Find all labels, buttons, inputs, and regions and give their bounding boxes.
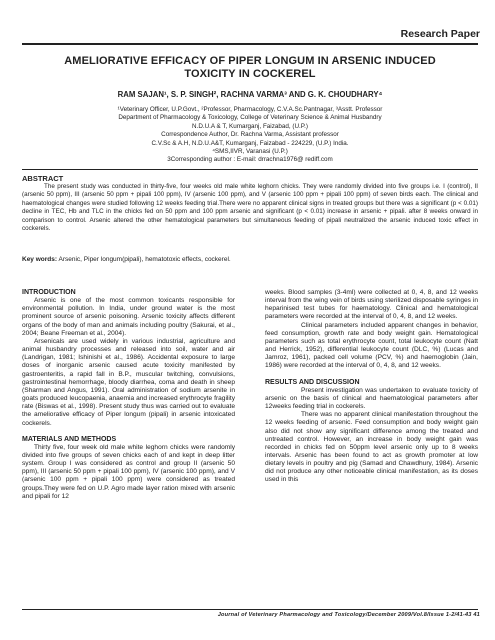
top-rule: [22, 43, 478, 45]
abstract-rule: [22, 169, 478, 170]
paper-title: [30, 55, 470, 81]
journal-footer: Journal of Veterinary Pharmacology and Toxicology/December 2009/Vol.8/Issue 1-2/41-43 41: [217, 612, 480, 618]
results-heading: RESULTS AND DISCUSSION: [265, 378, 360, 386]
title-line-1: AMELIORATIVE EFFICACY OF PIPER LONGUM IN ARSENIC INDUCED: [64, 55, 436, 67]
methods-paragraph-1: Thirty five, four week old male white leghorn chicks were randomly divided into five groups of seven chicks each of and kept in deep litter system. Group I was considered as control and group II (arsenic 50 ppm), III (arsenic 50 ppm + pipali 100 ppm), IV (arsenic 100 ppm), and V (arsenic 100 ppm + pipali 100 ppm) were considered as treated groups.They were fed on U.P. Agro made layer ration mixed with arsenic and pipali for 12: [22, 443, 235, 500]
methods-paragraph-2: weeks. Blood samples (3-4ml) were collected at 0, 4, 8, and 12 weeks interval from the wing vein of birds using sterilized disposable syringes in heparinised test tubes for haematology. Clinical and hematological parameters were recorded at the interval of 0, 4, 8, and 12 weeks.: [265, 289, 478, 321]
affiliation-line: ⁴SMS,IIVR, Varanasi (U.P.): [212, 148, 288, 156]
footer-rule: [22, 609, 478, 610]
results-paragraph-1: Present investigation was undertaken to evaluate toxicity of arsenic on the basis of clinical and haematological parameters after 12weeks feeding trial in cockerels.: [265, 386, 478, 411]
abstract-body: The present study was conducted in thirty-five, four weeks old male white leghorn chicks. They were randomly divided into five groups i.e. I (control), II (arsenic 50 ppm), III (arsenic 50 ppm + pipali 100 ppm), IV (arsenic 100 ppm), and V (arsenic 100 ppm + pipali 100 ppm) of seven birds each. The clinical and haematological changes were studied following 12 weeks feeding trial.There were no apparent clinical signs in treated groups but there was a significant (p < 0.01) decline in TEC, Hb and TLC in the chicks fed on 50 ppm and 100 ppm arsenic and significant (p < 0.01) increase in arsenic + pipali. after 8 weeks onward in comparison to control. Arsenic altered the other hematological parameters but simultaneous feeding of pipali neutralized the arsenic induced toxic effect in cockerels.: [22, 183, 478, 233]
section-label: Research Paper: [400, 28, 480, 40]
keywords-text: Arsenic, Piper longum(pipali), hematotoxic effects, cockerel.: [58, 256, 231, 263]
methods-paragraph-3: Clinical parameters included apparent changes in behavior, feed consumption, growth rate and body weight gain. Hematological parameters such as total erythrocyte count, total leukocyte count (Natt and Herrick, 1952), differential leukocyte count (DLC, %) (Lucas and Jamroz, 1961), packed cell volume (PCV, %) and haemoglobin (Jain, 1986) were recorded at the interval of 0, 4, 8, and 12 weeks.: [265, 321, 478, 370]
affiliation-line: N.D.U.A & T, Kumarganj, Faizabad, (U.P.): [192, 122, 308, 130]
keywords-label: Key words:: [22, 256, 58, 263]
results-paragraph-2: There was no apparent clinical manifestation throughout the 12 weeks feeding of arsenic. Feed consumption and body weight gain also did not show any significant difference among the treated and untreated control. However, an increase in body weight gain was recorded in chicks fed on 50ppm level arsenic only up to 8 weeks intervals. Arsenic has been found to act as growth promoter at low dietary levels in poultry and pig (Samad and Chawdhury, 1984). Arsenic did not produce any other noticeable clinical manifestation, as its doses used in this: [265, 411, 478, 484]
affiliation-line: 3Corresponding author : E-mail: drrachna1976@ rediff.com: [167, 156, 333, 164]
intro-paragraph-2: Arsenicals are used widely in various industrial, agriculture and animal husbandry processes and released into soil, water and air (Landrigan, 1981; Ishinishi et al., 1986). Accidental exposure to large doses of inorganic arsenic caused acute toxicity manifested by gastroenteritis, a rapid fall in B.P., muscular twitching, convulsions, gastrointestinal hemorrhage, bloody diarrhea, coma and death in sheep (Sharman and Angus, 1991). Oral administration of sodium arsenite in goats produced leucopaenia, anaemia and increased erythrocyte fragility rate (Biswas et al., 1998). Present study thus was carried out to evaluate the ameliorative efficacy of Piper longum (pipali) in arsenic intoxicated cockerels.: [22, 337, 235, 427]
affiliation-line: ¹Veterinary Officer, U.P.Govt., ²Professor, Pharmacology, C.V.A.Sc.Pantnagar, ³Asstt. Professor: [117, 106, 383, 113]
affiliation-line: Department of Pharmacology & Toxicology, College of Veterinary Science & Animal Husbandry: [118, 114, 382, 122]
right-column: [265, 289, 478, 485]
left-column: [22, 289, 235, 501]
keywords: [22, 256, 478, 263]
affiliations: [40, 106, 460, 165]
intro-heading: INTRODUCTION: [22, 289, 76, 296]
affiliation-line: C.V.Sc & A.H, N.D.U.A&T, Kumarganj, Faizabad - 224229, (U.P.) India.: [151, 139, 349, 147]
methods-heading: MATERIALS AND METHODS: [22, 435, 117, 443]
affiliation-line: Correspondence Author, Dr. Rachna Varma, Assistant professor: [161, 131, 339, 139]
intro-paragraph-1: Arsenic is one of the most common toxicants responsible for environmental pollution. In India, under ground water is the most prominent source of arsenic poisoning. Arsenic toxicity affects different organs of the body of man and animals including poultry (Sakurai, et al., 2004; Beane Freeman et al., 2004).: [22, 297, 235, 337]
abstract-text: [22, 183, 478, 233]
author-list: RAM SAJAN¹, S. P. SINGH², RACHNA VARMA³ AND G. K. CHOUDHARY⁴: [117, 90, 383, 99]
abstract-heading: ABSTRACT: [22, 174, 64, 183]
title-line-2: TOXICITY IN COCKEREL: [184, 68, 316, 80]
